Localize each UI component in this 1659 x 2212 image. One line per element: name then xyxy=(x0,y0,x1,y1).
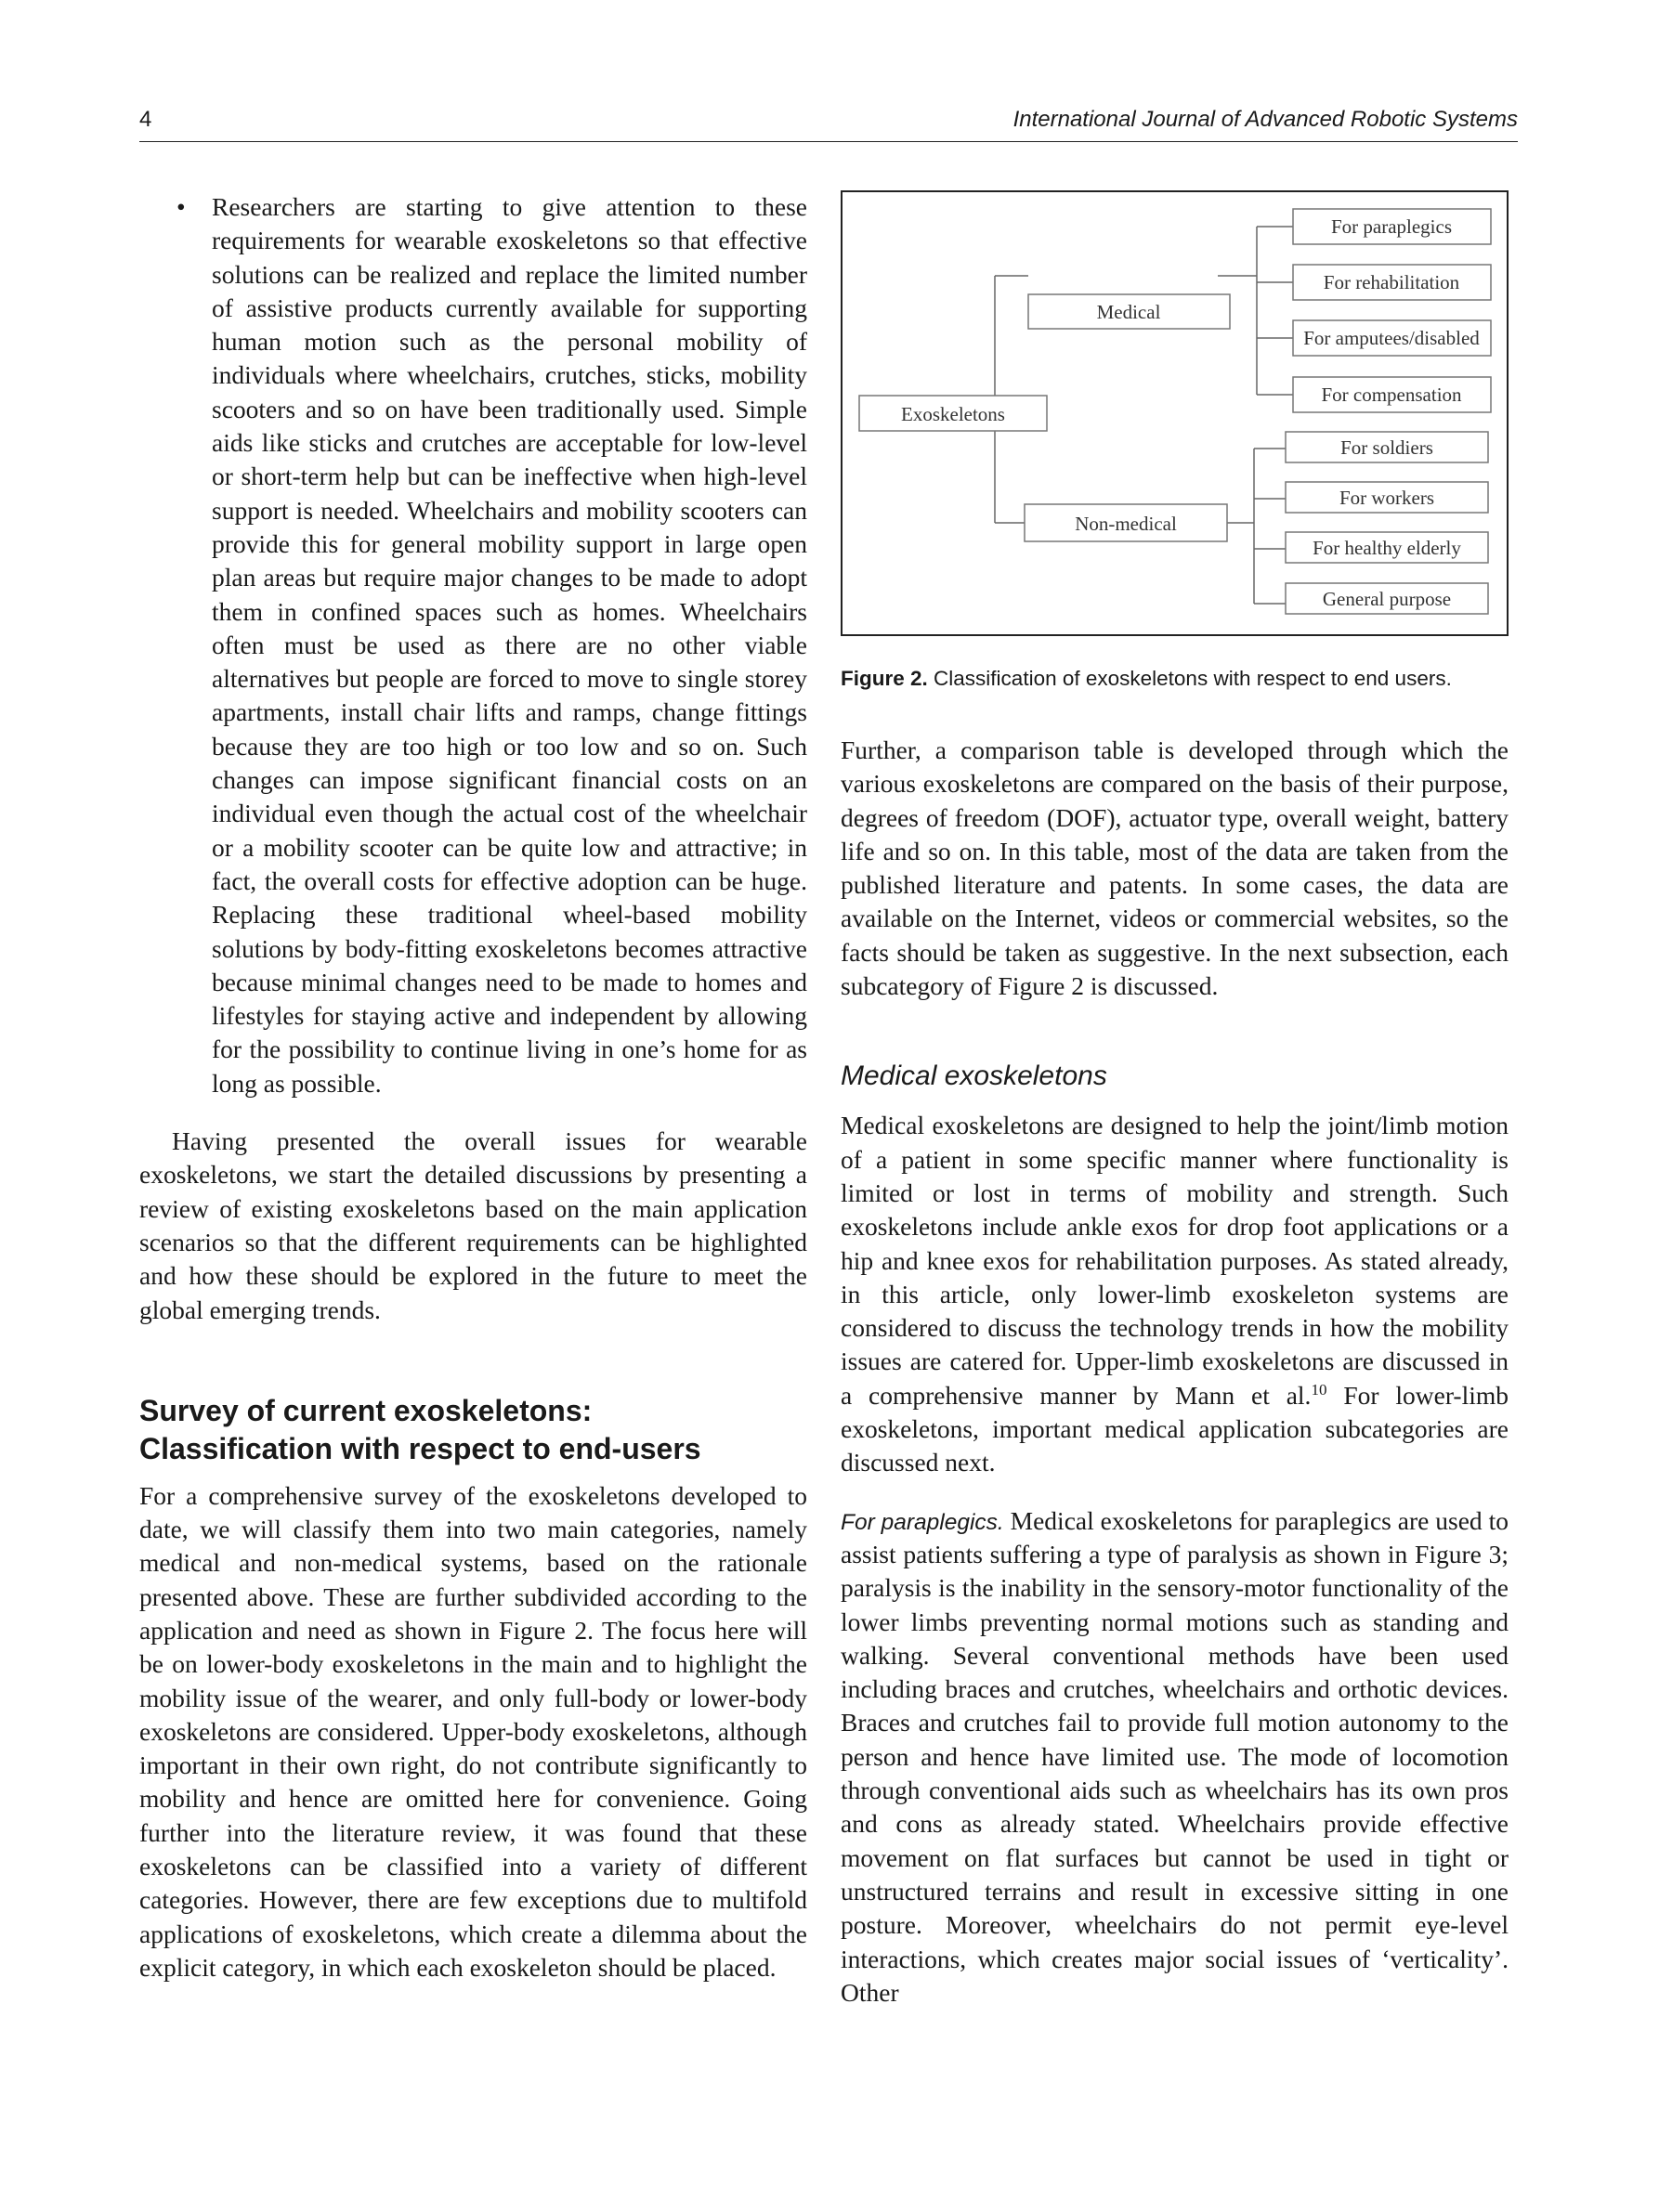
paragraph-paraplegics xyxy=(841,1504,1509,2010)
section-heading-line1: Survey of current exoskeletons: xyxy=(139,1393,593,1427)
section-heading-line2: Classification with respect to end-users xyxy=(139,1431,701,1465)
paragraph-comparison: Further, a comparison table is developed through which the various exoskeletons are compared on the basis of their purpose, degrees of freedom (DOF), actuator type, overall weight, battery life and so on. In this table, most of the data are taken from the published literature and patents. In some cases, the data are available on the Internet, videos or commercial websites, so the facts should be taken as suggestive. In the next subsection, each subcategory of Figure 2 is discussed. xyxy=(841,735,1509,1001)
bullet-paragraph: • Researchers are starting to give attention to these requirements for wearable exoskeletons so that effective solutions can be realized and replace the limited number of assistive products currently available for supporting human motion such as the personal mobility of individuals where wheelchairs, crutches, sticks, mobility scooters and so on have been traditionally used. Simple aids like sticks and crutches are acceptable for low-level or short-term help but can be ineffective when high-level support is needed. Wheelchairs and mobility scooters can provide this for general mobility support in large open plan areas but require major changes to be made to adopt them in confined spaces such as homes. Wheelchairs often must be used as there are no other viable alternatives but people are forced to move to single storey apartments, install chair lifts and ramps, change fittings because they are too high or too low and so on. Such changes can impose significant financial costs on an individual even though the actual cost of the wheelchair or a mobility scooter can be quite low and attractive; in fact, the overall costs for effective adoption can be huge. Replacing these traditional wheel-based mobility solutions by body-fitting exoskeletons becomes attractive because minimal changes need to be made to homes and lifestyles for staying active and independent by allowing for the possibility to continue living in one’s home for as long as possible. xyxy=(139,190,807,1100)
node-for-healthy-elderly: For healthy elderly xyxy=(1313,537,1461,559)
section-heading xyxy=(139,1392,807,1468)
node-for-paraplegics: For paraplegics xyxy=(1330,215,1453,238)
figure-2-diagram xyxy=(841,190,1509,636)
journal-title: International Journal of Advanced Robotic Systems xyxy=(1012,107,1518,132)
node-general-purpose: General purpose xyxy=(1322,588,1452,610)
node-for-rehabilitation: For rehabilitation xyxy=(1323,271,1460,293)
subheading-medical: Medical exoskeletons xyxy=(841,1060,1107,1092)
node-medical: Medical xyxy=(1096,301,1161,323)
right-column xyxy=(841,190,1509,2010)
figure-caption xyxy=(841,664,1509,693)
node-for-compensation: For compensation xyxy=(1321,384,1462,406)
node-for-soldiers: For soldiers xyxy=(1340,436,1433,459)
paragraph-medical-text: Medical exoskeletons are designed to help the joint/limb motion of a patient in some specific manner where functionality is limited or lost in terms of mobility and strength. Such exoskeletons include ankle exos for drop foot applications or a hip and knee exos for rehabilitation purposes. As stated already, in this article, only lower-limb exoskeleton systems are considered to discuss the technology trends in how the mobility issues are catered for. Upper-limb exoskeletons are discussed in a comprehensive manner by Mann et al. xyxy=(841,1111,1509,1410)
header-rule xyxy=(139,141,1518,142)
left-column xyxy=(139,190,807,1984)
figure-caption-text: Classification of exoskeletons with respect to end users. xyxy=(934,667,1452,690)
node-exoskeletons: Exoskeletons xyxy=(901,403,1005,425)
node-for-amputees: For amputees/disabled xyxy=(1303,327,1480,349)
reference-10[interactable]: 10 xyxy=(1311,1380,1327,1399)
paragraph-medical xyxy=(841,1109,1509,1479)
page-number: 4 xyxy=(139,107,152,132)
paragraph-survey: For a comprehensive survey of the exoskeletons developed to date, we will classify them into two main categories, namely medical and non-medical systems, based on the rationale presented above. These are further subdivided according to the application and need as shown in Figure 2. The focus here will be on lower-body exoskeletons in the main and to highlight the mobility issue of the wearer, and only full-body or lower-body exoskeletons are considered. Upper-body exoskeletons, although important in their own right, do not contribute significantly to mobility and hence are omitted here for convenience. Going further into the literature review, it was found that these exoskeletons can be classified into a variety of different categories. However, there are few exceptions due to multifold applications of exoskeletons, which create a dilemma about the explicit category, in which each exoskeleton should be placed. xyxy=(139,1480,807,1982)
paragraph-medical-text-end: For lower-limb exoskeletons, important medical application subcategories are discussed next. xyxy=(841,1380,1509,1477)
paragraph-paraplegics-text: Medical exoskeletons for paraplegics are used to assist patients suffering a type of paralysis as shown in Figure 3; paralysis is the inability in the sensory-motor functionality of the lower limbs preventing normal motions such as standing and walking. Several conventional methods have been used including braces and crutches, wheelchairs and orthotic devices. Braces and crutches fail to provide full motion autonomy to the person and hence have limited use. The mode of locomotion through conventional aids such as wheelchairs has its own pros and cons as already stated. Wheelchairs provide effective movement on flat surfaces but cannot be used in tight or unstructured terrains and result in excessive sitting in one posture. Moreover, wheelchairs do not permit eye-level interactions, which creates major social issues of ‘verticality’. Other xyxy=(841,1505,1509,2007)
runin-heading-paraplegics: For paraplegics. xyxy=(841,1509,1004,1535)
paragraph-overview: Having presented the overall issues for wearable exoskeletons, we start the detailed discussions by presenting a review of existing exoskeletons based on the main application scenarios so that the different requirements can be highlighted and how these should be explored in the future to meet the global emerging trends. xyxy=(139,1126,807,1324)
node-for-workers: For workers xyxy=(1339,487,1435,509)
figure-caption-label: Figure 2. xyxy=(841,667,928,690)
node-non-medical: Non-medical xyxy=(1075,513,1177,535)
classification-tree xyxy=(843,192,1507,634)
